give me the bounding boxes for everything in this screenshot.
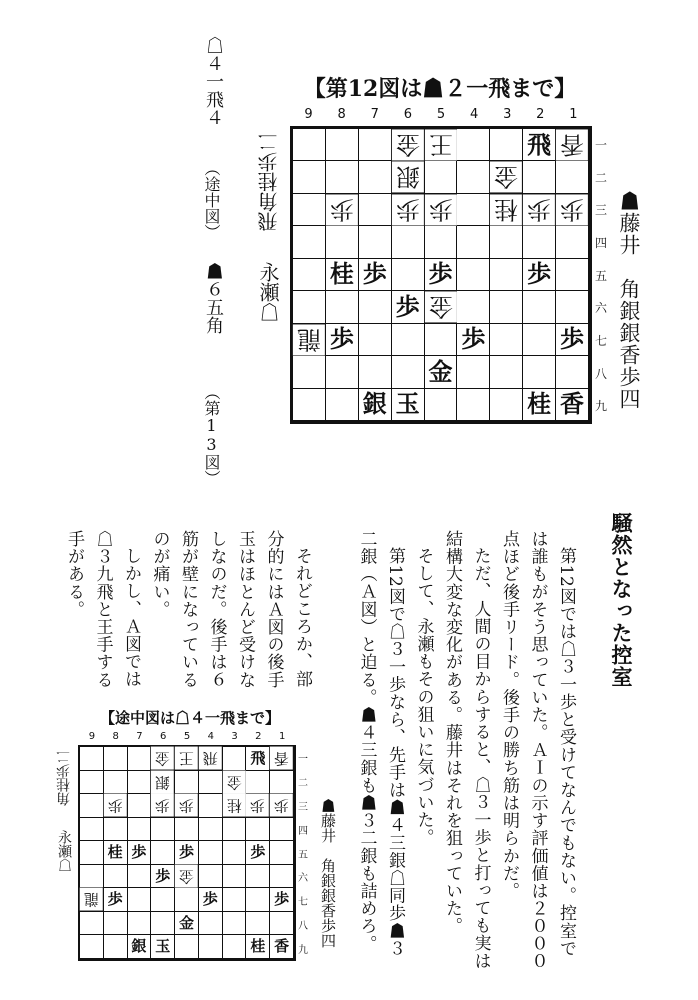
board-square: [293, 259, 325, 290]
board-piece: 金: [425, 356, 457, 387]
label-diagram-13: （第13図）: [202, 384, 221, 486]
board-piece: 金: [490, 161, 522, 192]
board-piece: 飛: [246, 747, 269, 770]
diagram2-sente-info: ☗藤井 角銀銀香歩四: [319, 798, 337, 948]
coordinate-label: 九: [298, 944, 308, 956]
board-piece: 金: [425, 291, 457, 322]
coordinate-label: 1: [278, 731, 286, 742]
board-piece: 歩: [151, 794, 174, 817]
board-square: [359, 194, 391, 225]
board-square: [523, 291, 555, 322]
board-piece: 歩: [392, 194, 424, 225]
diagram2-title: 【途中図は☖４一飛まで】: [99, 709, 280, 727]
board-piece: 歩: [104, 888, 127, 911]
board-square: [556, 259, 588, 290]
article-paragraph: 第12図で☖３一歩なら、先手は☗４三銀☖同歩☗３二銀（Ａ図）と迫る。☗４三銀も☗３二銀も詰めろ。: [356, 530, 405, 958]
board-square: [128, 747, 151, 770]
board-square: [326, 161, 358, 192]
board-square: [293, 194, 325, 225]
coordinate-label: 七: [298, 897, 308, 909]
board-square: [490, 259, 522, 290]
board-piece: 歩: [151, 865, 174, 888]
board-piece: 歩: [457, 324, 489, 355]
board-square: [175, 771, 198, 794]
board-piece: 桂: [246, 935, 269, 958]
board-piece: 飛: [523, 129, 555, 160]
board-square: [246, 888, 269, 911]
board-square: [556, 291, 588, 322]
diagram1-title: 【第12図は☗２一飛まで】: [303, 76, 577, 102]
board-square: [128, 794, 151, 817]
board-square: [490, 226, 522, 257]
board-square: [425, 324, 457, 355]
coordinate-label: 9: [304, 107, 313, 122]
coordinate-label: 一: [594, 137, 607, 152]
board-piece: 玉: [392, 389, 424, 420]
board-piece: 飛: [199, 747, 222, 770]
board-square: [175, 935, 198, 958]
board-square: [556, 356, 588, 387]
diagram2-board: [78, 745, 296, 961]
board-square: [270, 841, 293, 864]
coordinate-label: 二: [298, 778, 308, 790]
board-piece: 龍: [293, 324, 325, 355]
board-square: [326, 356, 358, 387]
board-piece: 金: [175, 865, 198, 888]
board-square: [392, 226, 424, 257]
coordinate-label: 四: [594, 235, 607, 250]
board-piece: 歩: [523, 259, 555, 290]
board-piece: 歩: [326, 194, 358, 225]
board-piece: 歩: [392, 291, 424, 322]
board-square: [425, 389, 457, 420]
coordinate-label: 6: [160, 731, 167, 742]
board-square: [556, 161, 588, 192]
board-square: [270, 818, 293, 841]
coordinate-label: 四: [298, 825, 308, 837]
board-square: [359, 161, 391, 192]
board-square: [457, 291, 489, 322]
board-square: [293, 226, 325, 257]
board-piece: 銀: [359, 389, 391, 420]
board-square: [523, 356, 555, 387]
coordinate-label: 4: [207, 731, 214, 742]
coordinate-label: 八: [298, 920, 308, 932]
board-square: [523, 324, 555, 355]
board-square: [359, 324, 391, 355]
diagram2-gote-hand: 角桂歩二: [56, 750, 72, 806]
board-square: [199, 912, 222, 935]
coordinate-label: 2: [255, 731, 262, 742]
coordinate-label: 2: [536, 107, 545, 122]
coordinate-label: 9: [88, 731, 96, 742]
board-square: [223, 888, 246, 911]
coordinate-label: 七: [594, 333, 607, 348]
board-piece: 龍: [80, 888, 103, 911]
board-square: [104, 747, 127, 770]
board-square: [128, 818, 151, 841]
coordinate-label: 4: [469, 107, 479, 122]
board-piece: 桂: [223, 794, 246, 817]
board-square: [293, 129, 325, 160]
board-piece: 歩: [425, 259, 457, 290]
board-square: [392, 324, 424, 355]
article-body-upper: [324, 530, 580, 970]
board-square: [151, 912, 174, 935]
coordinate-label: 8: [337, 107, 346, 122]
board-square: [128, 912, 151, 935]
coordinate-label: 5: [436, 107, 446, 122]
board-square: [223, 818, 246, 841]
board-square: [293, 356, 325, 387]
board-square: [246, 771, 269, 794]
board-square: [490, 291, 522, 322]
board-square: [425, 226, 457, 257]
article-body-lower: [64, 530, 316, 700]
diagram2-rank-labels: [296, 746, 310, 960]
board-piece: 金: [151, 747, 174, 770]
coordinate-label: 1: [569, 107, 578, 122]
board-square: [293, 291, 325, 322]
coordinate-label: 八: [594, 366, 607, 381]
board-square: [128, 888, 151, 911]
board-square: [199, 794, 222, 817]
board-square: [128, 865, 151, 888]
board-piece: 金: [175, 912, 198, 935]
board-square: [223, 747, 246, 770]
board-square: [104, 935, 127, 958]
diagram2-file-labels: [80, 731, 294, 742]
board-piece: 桂: [523, 389, 555, 420]
coordinate-label: 一: [298, 754, 308, 766]
diagram1-file-labels: [292, 107, 590, 122]
board-square: [359, 291, 391, 322]
coordinate-label: 5: [183, 731, 191, 742]
board-piece: 歩: [246, 794, 269, 817]
board-square: [104, 865, 127, 888]
board-square: [223, 865, 246, 888]
board-square: [80, 747, 103, 770]
board-square: [392, 259, 424, 290]
diagram1-sente-info: ☗藤井 角銀銀香歩四: [617, 190, 641, 410]
board-square: [359, 129, 391, 160]
label-tochu-zu: （途中図）: [202, 160, 221, 240]
board-square: [223, 841, 246, 864]
board-square: [457, 129, 489, 160]
coordinate-label: 三: [594, 203, 607, 218]
board-square: [293, 161, 325, 192]
board-piece: 香: [556, 129, 588, 160]
article-paragraph: 第12図では☖３一歩と受けてなんでもない。控室では誰もがそう思っていた。ＡＩの示す評価値は２０００点ほど後手リード。後手の勝ち筋は明らかだ。: [499, 530, 576, 970]
board-square: [359, 226, 391, 257]
board-square: [199, 771, 222, 794]
board-piece: 歩: [359, 259, 391, 290]
board-square: [80, 935, 103, 958]
board-square: [270, 771, 293, 794]
board-piece: 歩: [425, 194, 457, 225]
board-piece: 王: [425, 129, 457, 160]
board-piece: 香: [556, 389, 588, 420]
board-square: [326, 129, 358, 160]
coordinate-label: 二: [594, 170, 607, 185]
board-square: [128, 771, 151, 794]
board-square: [80, 865, 103, 888]
board-piece: 香: [270, 935, 293, 958]
board-square: [326, 291, 358, 322]
board-square: [490, 324, 522, 355]
board-square: [392, 356, 424, 387]
board-square: [270, 865, 293, 888]
board-square: [457, 226, 489, 257]
coordinate-label: 8: [112, 731, 119, 742]
board-square: [425, 161, 457, 192]
board-square: [199, 865, 222, 888]
board-square: [457, 389, 489, 420]
board-square: [246, 818, 269, 841]
board-square: [326, 226, 358, 257]
diagram1-gote-name: 永瀬☖: [256, 262, 280, 322]
diagram1-board: [290, 126, 592, 424]
coordinate-label: 五: [594, 268, 607, 283]
board-square: [175, 818, 198, 841]
board-square: [457, 259, 489, 290]
board-square: [199, 818, 222, 841]
coordinate-label: 3: [231, 731, 238, 742]
board-square: [457, 356, 489, 387]
board-square: [293, 389, 325, 420]
board-square: [104, 818, 127, 841]
board-piece: 歩: [270, 794, 293, 817]
board-square: [490, 356, 522, 387]
diagram1-rank-labels: [592, 128, 610, 422]
board-piece: 歩: [246, 841, 269, 864]
board-piece: 歩: [556, 324, 588, 355]
board-square: [104, 912, 127, 935]
board-piece: 香: [270, 747, 293, 770]
diagram2-gote-name: 永瀬☖: [56, 830, 72, 872]
article-heading: 騒然となった控室: [609, 512, 634, 688]
board-piece: 桂: [326, 259, 358, 290]
coordinate-label: 五: [298, 849, 308, 861]
board-square: [199, 935, 222, 958]
board-square: [104, 771, 127, 794]
board-square: [151, 818, 174, 841]
coordinate-label: 九: [594, 399, 607, 414]
board-square: [270, 912, 293, 935]
board-square: [246, 865, 269, 888]
board-square: [490, 389, 522, 420]
board-piece: 銀: [128, 935, 151, 958]
board-square: [80, 818, 103, 841]
board-piece: 歩: [556, 194, 588, 225]
board-piece: 玉: [151, 935, 174, 958]
diagram1-gote-hand: 飛角桂歩二: [257, 132, 281, 232]
board-square: [457, 194, 489, 225]
move-sente-6-5-kaku: ☗６五角: [203, 262, 224, 334]
board-square: [223, 912, 246, 935]
board-square: [223, 935, 246, 958]
board-piece: 歩: [270, 888, 293, 911]
board-piece: 桂: [104, 841, 127, 864]
board-square: [199, 841, 222, 864]
board-square: [80, 841, 103, 864]
board-piece: 金: [392, 129, 424, 160]
coordinate-label: 3: [503, 107, 512, 122]
article-paragraph: ただ、人間の目からすると、☖３一歩と打っても実は結構大変な変化がある。藤井はそれを狙っていた。: [442, 530, 491, 970]
article-paragraph: しかし、Ａ図では☖３九飛と王手する手がある。: [64, 530, 141, 689]
board-square: [556, 226, 588, 257]
board-square: [490, 129, 522, 160]
board-piece: 銀: [151, 771, 174, 794]
board-square: [523, 161, 555, 192]
board-square: [523, 226, 555, 257]
board-piece: 歩: [175, 841, 198, 864]
board-piece: 歩: [175, 794, 198, 817]
board-piece: 歩: [104, 794, 127, 817]
coordinate-label: 六: [298, 873, 308, 885]
board-square: [80, 794, 103, 817]
board-piece: 歩: [523, 194, 555, 225]
article-paragraph: そして、永瀬もその狙いに気づいた。: [413, 547, 434, 847]
board-square: [359, 356, 391, 387]
coordinate-label: 六: [594, 301, 607, 316]
coordinate-label: 7: [136, 731, 143, 742]
coordinate-label: 三: [298, 801, 308, 813]
board-square: [151, 888, 174, 911]
article-paragraph: それどころか、部分的にはＡ図の後手玉はほとんど受けなしなのだ。後手は６筋が壁になっているのが痛い。: [149, 530, 312, 689]
board-piece: 銀: [392, 161, 424, 192]
board-square: [80, 771, 103, 794]
board-square: [457, 161, 489, 192]
coordinate-label: 7: [370, 107, 379, 122]
board-piece: 桂: [490, 194, 522, 225]
board-square: [246, 912, 269, 935]
board-piece: 歩: [199, 888, 222, 911]
board-square: [326, 389, 358, 420]
board-piece: 歩: [326, 324, 358, 355]
board-square: [80, 912, 103, 935]
board-piece: 王: [175, 747, 198, 770]
board-piece: 歩: [128, 841, 151, 864]
board-piece: 金: [223, 771, 246, 794]
coordinate-label: 6: [403, 107, 413, 122]
move-gote-4-1-hisha: ☖４一飛４: [203, 36, 224, 126]
board-square: [151, 841, 174, 864]
board-square: [175, 888, 198, 911]
